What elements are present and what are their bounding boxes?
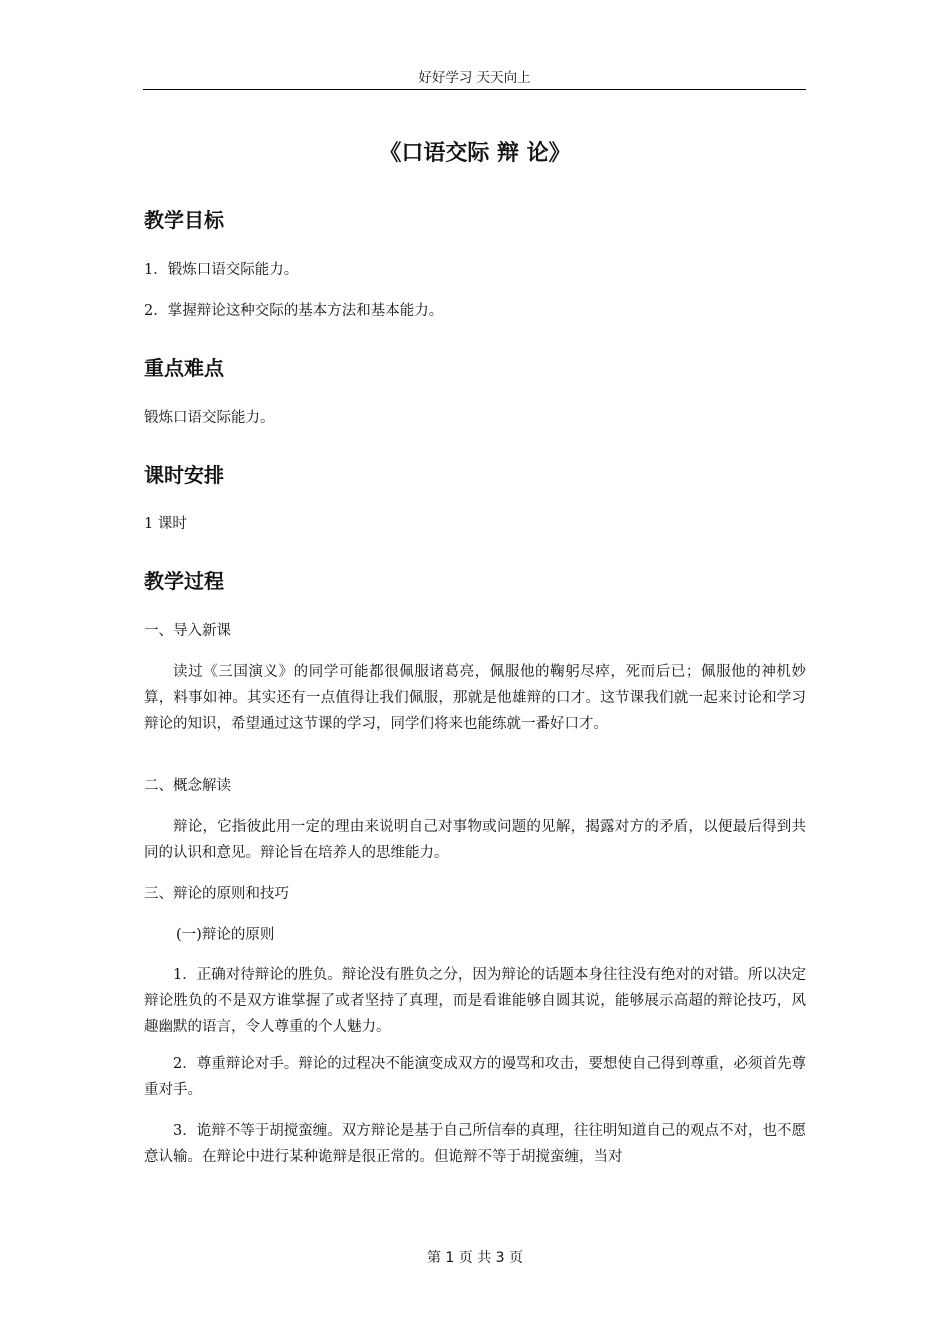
goal-item-1: 1．锻炼口语交际能力。 [144,262,299,278]
part1-text: 读过《三国演义》的同学可能都很佩服诸葛亮，佩服他的鞠躬尽瘁，死而后已；佩服他的神机妙算，料事如神。其实还有一点值得让我们佩服，那就是他雄辩的口才。这节课我们就一起来讨论和学习辩论的知识，希望通过这节课的学习，同学们将来也能练就一番好口才。 [144,664,806,732]
part3-subtitle: (一)辩论的原则 [176,927,275,943]
document-title: 《口语交际 辩 论》 [379,141,571,166]
page-header: 好好学习 天天向上 [143,68,806,90]
part1-title: 一、导入新课 [144,623,231,639]
key-points-text: 锻炼口语交际能力。 [144,410,275,426]
goal-item-2: 2．掌握辩论这种交际的基本方法和基本能力。 [144,303,444,319]
part2-title: 二、概念解读 [144,778,231,794]
heading-key-points: 重点难点 [144,356,224,380]
schedule-text: 1 课时 [144,516,187,532]
heading-goals: 教学目标 [144,208,224,232]
principle-1: 1．正确对待辩论的胜负。辩论没有胜负之分，因为辩论的话题本身往往没有绝对的对错。所以决定辩论胜负的不是双方谁掌握了或者坚持了真理，而是看谁能够自圆其说，能够展示高超的辩论技巧，风趣幽默的语言，令人尊重的个人魅力。 [144,967,806,1035]
principle-2: 2．尊重辩论对手。辩论的过程决不能演变成双方的谩骂和攻击，要想使自己得到尊重，必须首先尊重对手。 [144,1056,806,1098]
principle-3: 3．诡辩不等于胡搅蛮缠。双方辩论是基于自己所信奉的真理，往往明知道自己的观点不对，也不愿意认输。在辩论中进行某种诡辩是很正常的。但诡辩不等于胡搅蛮缠，当对 [144,1123,806,1165]
part2-text: 辩论，它指彼此用一定的理由来说明自己对事物或问题的见解，揭露对方的矛盾，以便最后得到共同的认识和意见。辩论旨在培养人的思维能力。 [144,819,806,861]
page-footer: 第 1 页 共 3 页 [426,1250,524,1266]
heading-schedule: 课时安排 [144,463,224,487]
part3-title: 三、辩论的原则和技巧 [144,886,289,902]
heading-process: 教学过程 [144,569,224,593]
